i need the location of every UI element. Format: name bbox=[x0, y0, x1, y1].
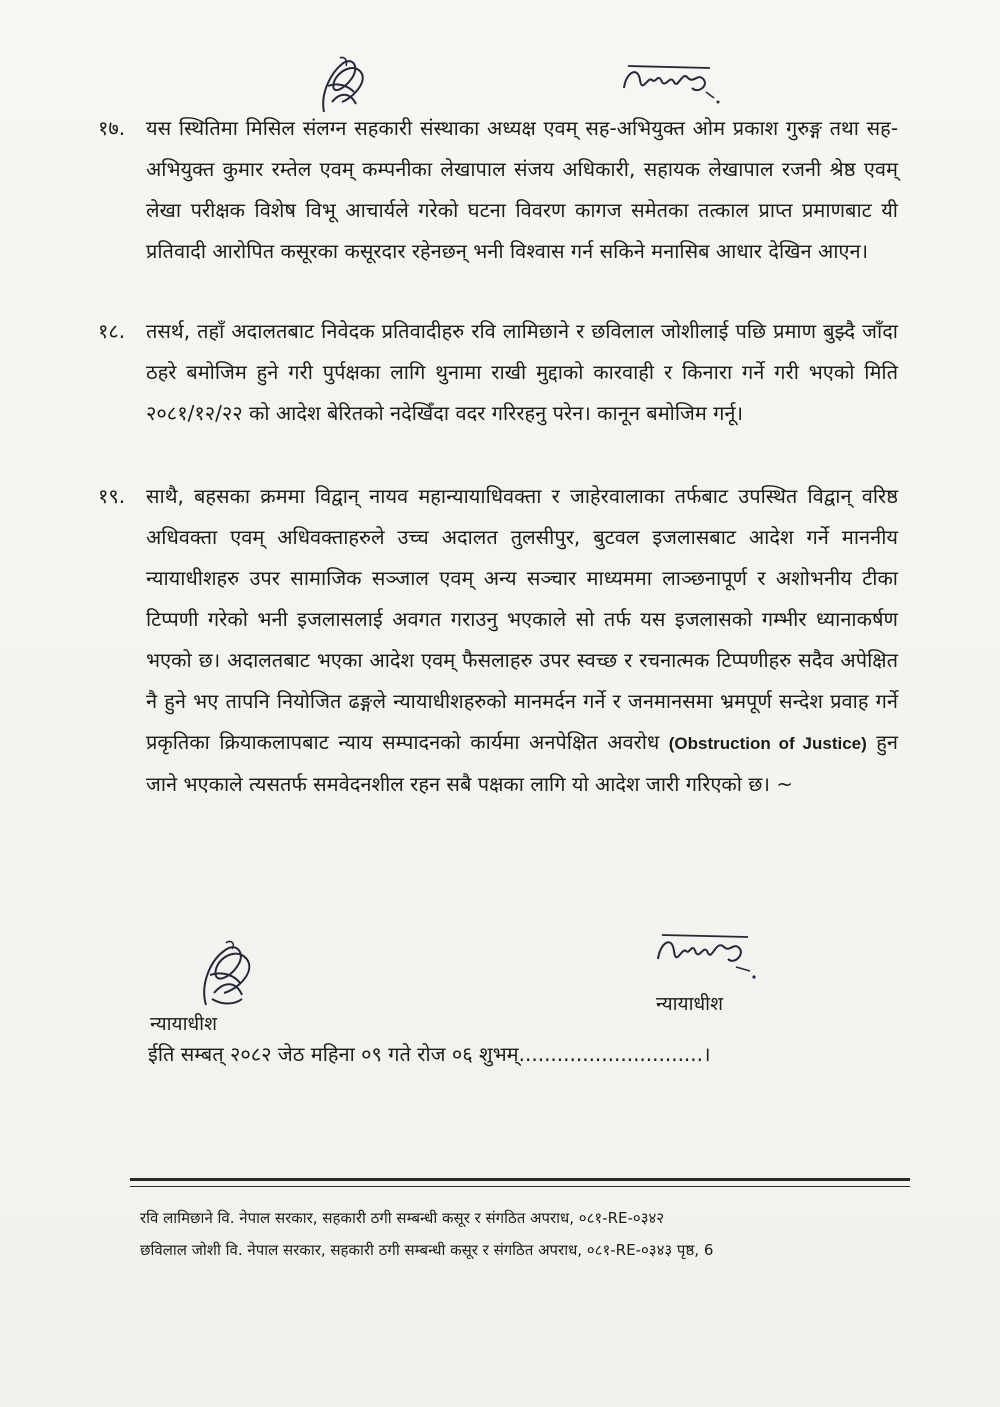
paragraph-17 bbox=[98, 108, 898, 272]
paragraph-number: १७. bbox=[98, 116, 126, 140]
paragraph-text: यस स्थितिमा मिसिल संलग्न सहकारी संस्थाका अध्यक्ष एवम् सह-अभियुक्त ओम प्रकाश गुरुङ्ग तथा सह-अभियुक्त कुमार रम्तेल एवम् कम्पनीका लेखापाल संजय अधिकारी, सहायक लेखापाल रजनी श्रेष्ठ एवम् लेखा परीक्षक विशेष विभू आचार्यले गरेको घटना विवरण कागज समेतका तत्काल प्राप्त प्रमाणबाट यी प्रतिवादी आरोपित कसूरका कसूरदार रहेनछन् भनी विश्वास गर्न सकिने मनासिब आधार देखिन आएन। bbox=[146, 116, 898, 263]
obstruction-of-justice-term: (Obstruction of Justice) bbox=[668, 734, 867, 753]
paragraph-number: १९. bbox=[98, 484, 126, 508]
paragraph-text: तसर्थ, तहाँ अदालतबाट निवेदक प्रतिवादीहरु रवि लामिछाने र छविलाल जोशीलाई पछि प्रमाण बुझ्दै जाँदा ठहरे बमोजिम हुने गरी पुर्पक्षका लागि थुनामा राखी मुद्दाको कारवाही र किनारा गर्ने गरी भएको मिति २०८१/१२/२२ को आदेश बेरितको नदेखिँदा वदर गरिरहनु परेन। कानून बमोजिम गर्नू। bbox=[146, 319, 898, 425]
paragraph-text bbox=[146, 476, 898, 805]
signature-bottom-right bbox=[650, 925, 770, 985]
judge-label-right: न्यायाधीश bbox=[656, 993, 724, 1015]
paragraph-18 bbox=[98, 311, 898, 434]
signature-top-right bbox=[618, 58, 728, 108]
footer-case-line-2: छविलाल जोशी वि. नेपाल सरकार, सहकारी ठगी सम्बन्धी कसूर र संगठित अपराध, ०८१-RE-०३४३ पृष्ठ, 6 bbox=[140, 1241, 714, 1259]
date-line: ईति सम्बत् २०८२ जेठ महिना ०९ गते रोज ०६ शुभम्.............................। bbox=[148, 1042, 711, 1066]
footer-divider-thick bbox=[130, 1178, 910, 1181]
signature-bottom-left bbox=[192, 935, 262, 1015]
paragraph-number: १८. bbox=[98, 319, 126, 343]
footer-divider-thin bbox=[130, 1186, 910, 1187]
footer-case-line-1: रवि लामिछाने वि. नेपाल सरकार, सहकारी ठगी सम्बन्धी कसूर र संगठित अपराध, ०८१-RE-०३४२ bbox=[140, 1209, 665, 1227]
paragraph-text-before: साथै, बहसका क्रममा विद्वान् नायव महान्यायाधिवक्ता र जाहेरवालाका तर्फबाट उपस्थित विद्वान् वरिष्ठ अधिवक्ता एवम् अधिवक्ताहरुले उच्च अदालत तुलसीपुर, बुटवल इजलासबाट आदेश गर्ने माननीय न्यायाधीशहरु उपर सामाजिक सञ्जाल एवम् अन्य सञ्चार माध्यममा लाञ्छनापूर्ण र अशोभनीय टीका टिप्पणी गरेको भनी इजलासलाई अवगत गराउनु भएकाले सो तर्फ यस इजलासको गम्भीर ध्यानाकर्षण भएको छ। अदालतबाट भएका आदेश एवम् फैसलाहरु उपर स्वच्छ र रचनात्मक टिप्पणीहरु सदैव अपेक्षित नै हुने भए तापनि नियोजित ढङ्गले न्यायाधीशहरुको मानमर्दन गर्ने र जनमानसमा भ्रमपूर्ण सन्देश प्रवाह गर्ने प्रकृतिका क्रियाकलापबाट न्याय सम्पादनको कार्यमा अनपेक्षित अवरोध bbox=[146, 484, 898, 754]
paragraph-19 bbox=[98, 476, 898, 805]
judge-label-left: न्यायाधीश bbox=[150, 1013, 218, 1035]
paragraph-text-after: हुन जाने भएकाले त्यसतर्फ समवेदनशील रहन सबै पक्षका लागि यो आदेश जारी गरिएको छ। ~ bbox=[146, 730, 899, 796]
